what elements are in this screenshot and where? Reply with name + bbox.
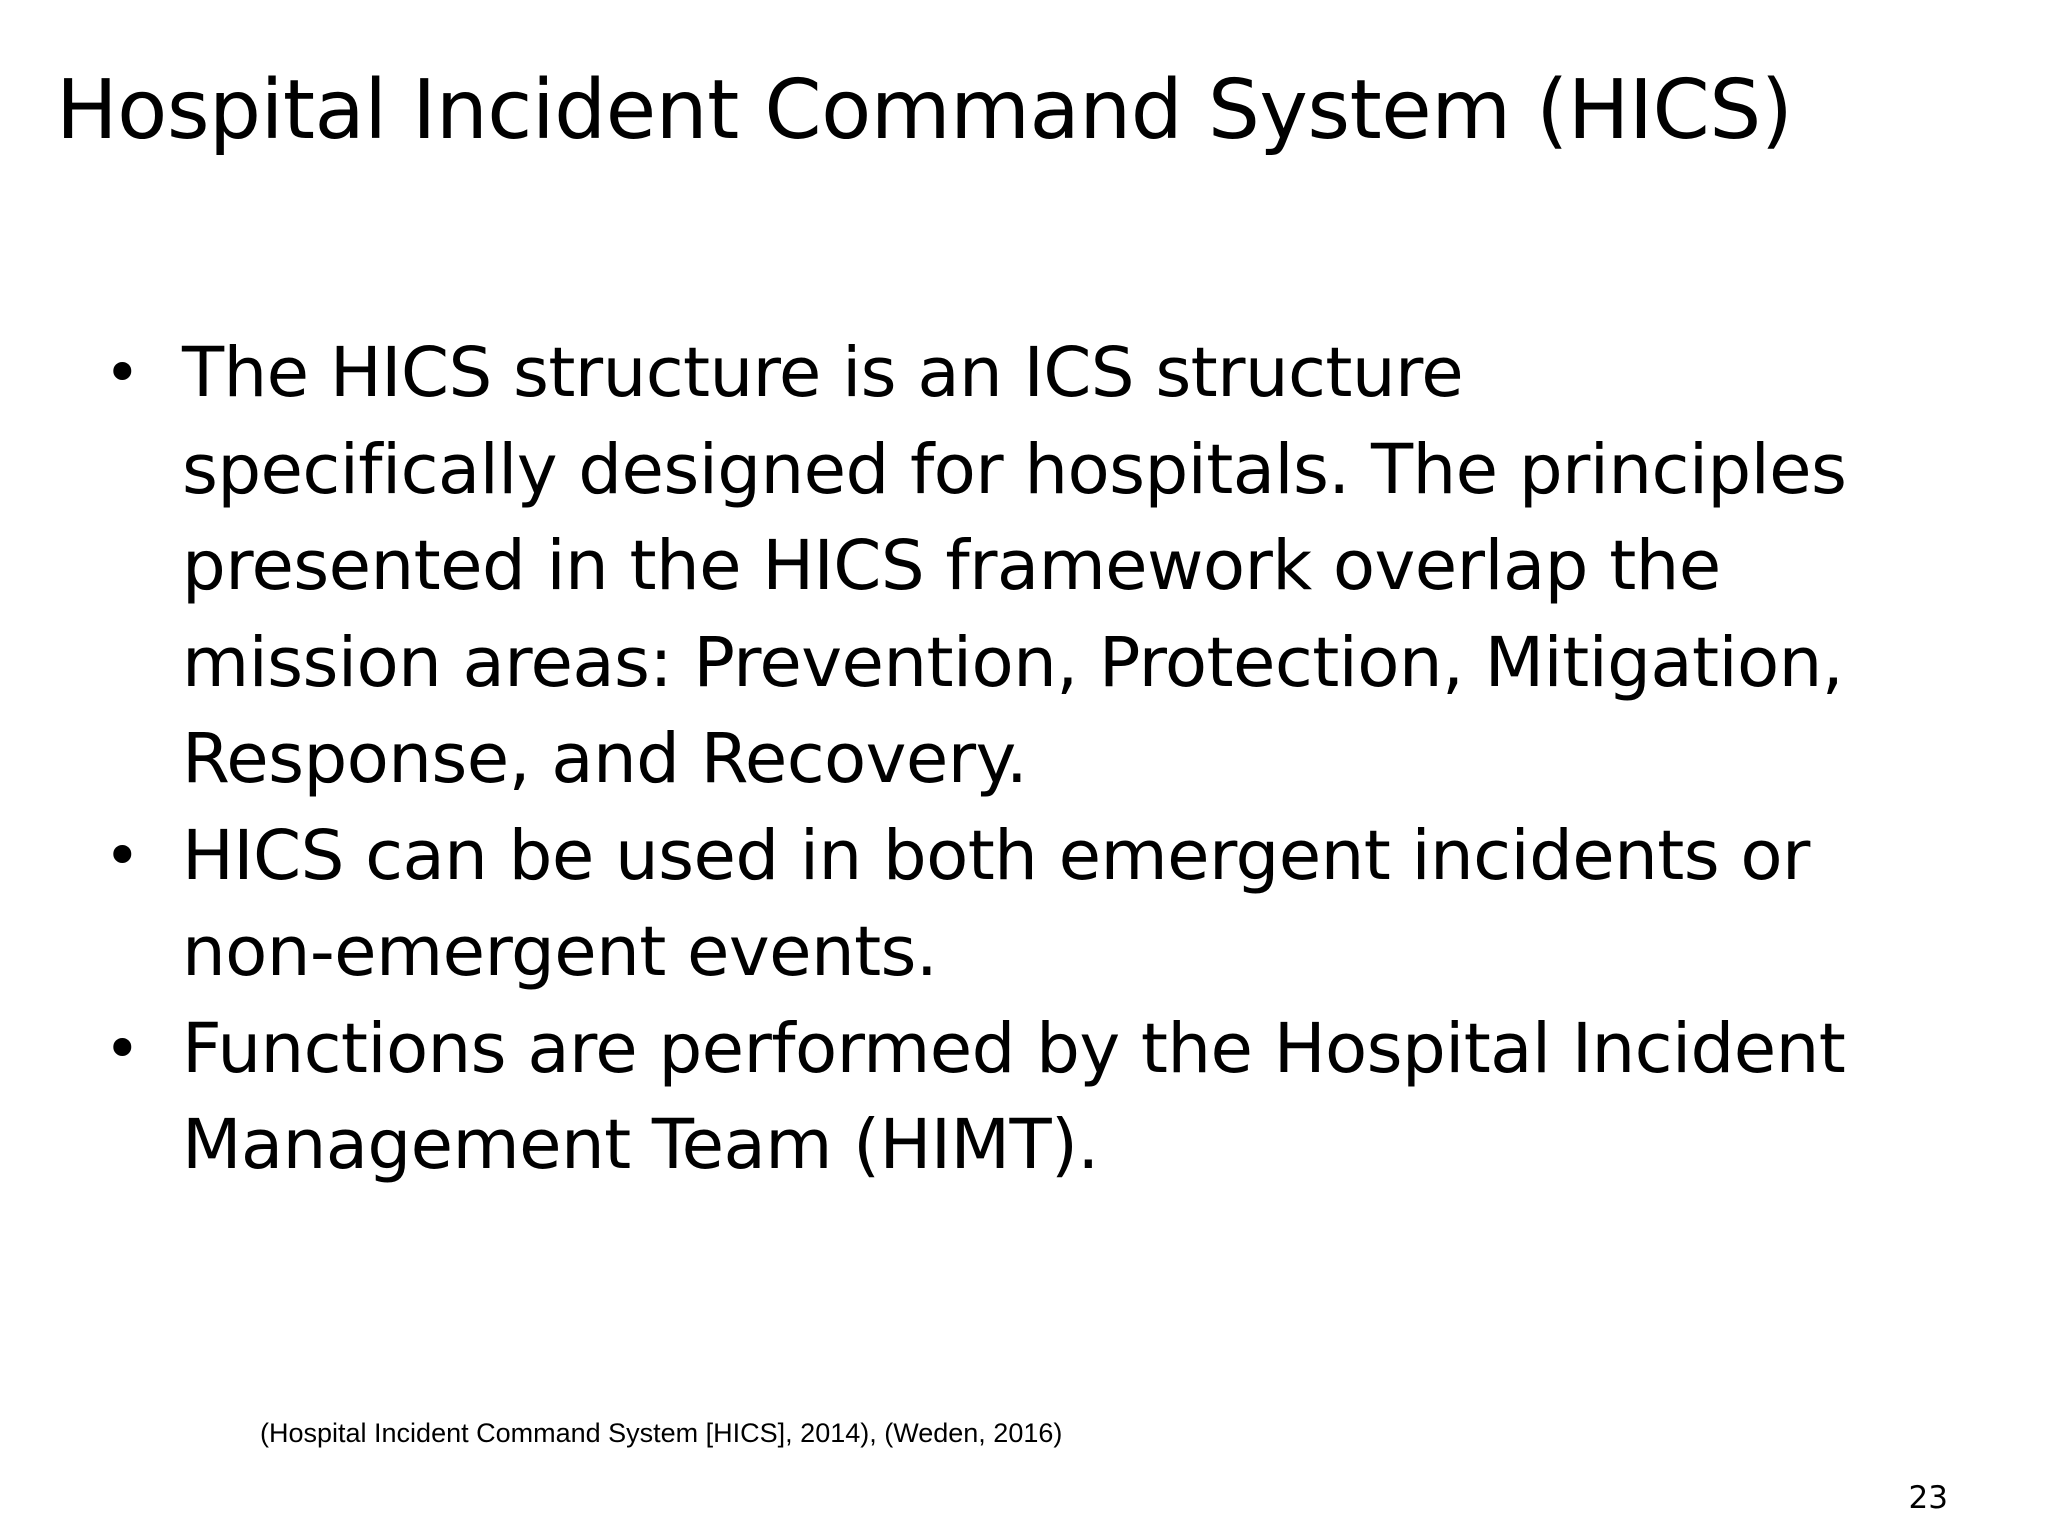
- bullet-text: HICS can be used in both emergent incidents or non-emergent events.: [182, 815, 1810, 992]
- citation: (Hospital Incident Command System [HICS], 2014), (Weden, 2016): [260, 1418, 1063, 1448]
- bullet-dot-icon: •: [104, 818, 140, 892]
- bullet-item: [96, 1001, 1856, 1194]
- bullet-item: [96, 808, 1856, 1001]
- slide-title: Hospital Incident Command System (HICS): [56, 63, 1793, 158]
- bullet-item: [96, 325, 1856, 808]
- bullet-text: Functions are performed by the Hospital Incident Management Team (HIMT).: [182, 1008, 1846, 1185]
- bullet-dot-icon: •: [104, 336, 140, 409]
- bullet-list: [96, 325, 1856, 1194]
- bullet-text: The HICS structure is an ICS structure specifically designed for hospitals. The principles presented in the HICS framework overlap the mission areas: Prevention, Protection, Mitigation, Response, and Recovery.: [182, 333, 1847, 799]
- bullet-dot-icon: •: [104, 1011, 140, 1085]
- slide-number: 23: [1908, 1480, 1948, 1516]
